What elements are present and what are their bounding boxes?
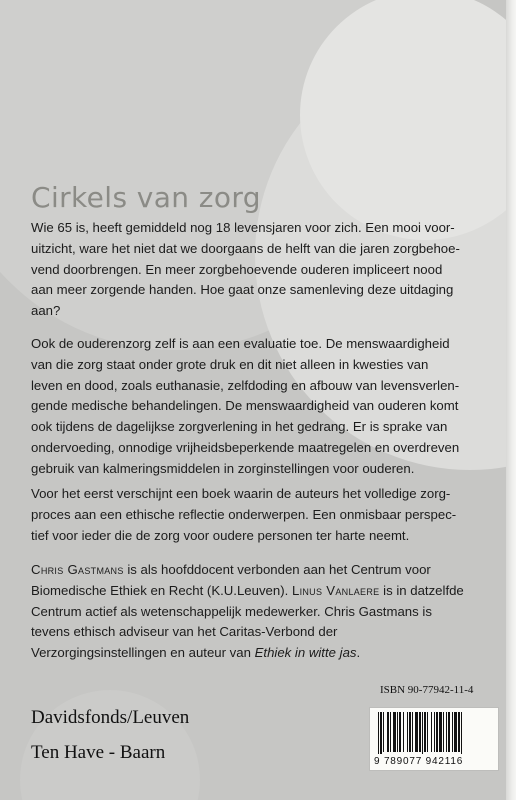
barcode-bar (431, 712, 432, 752)
barcode-bar (448, 712, 450, 752)
text-line: Voor het eerst verschijnt een boek waarin de auteurs het volledige zorg- (31, 486, 451, 501)
text-fragment: . (356, 645, 361, 661)
barcode-bar (409, 712, 411, 752)
barcode-bar (399, 712, 401, 752)
text-fragment: Biomedische Ethiek en Recht (K.U.Leuven). (31, 582, 292, 598)
author-name: Linus Vanlaere (291, 582, 380, 598)
author-name: Chris Gastmans (31, 562, 124, 577)
barcode-bar (387, 712, 389, 752)
text-line: Centrum actief als wetenschappelijk medewerker. Chris Gastmans is (31, 603, 432, 619)
publisher-name: Ten Have - Baarn (31, 742, 166, 763)
publisher-name: Davidsfonds/Leuven (31, 707, 190, 728)
barcode-bar (422, 712, 423, 754)
text-line: gende medische behandelingen. De menswaardigheid van ouderen komt (31, 398, 459, 414)
text-line: proces aan een ethische reflectie onderwerpen. Een onmisbaar perspec- (31, 506, 457, 522)
text-fragment: Verzorgingsinstellingen en auteur van (31, 645, 255, 661)
blurb-paragraph-1 (31, 218, 461, 322)
author-bio (31, 560, 464, 664)
barcode-bar (397, 712, 398, 752)
barcode-bar (383, 712, 384, 752)
text-line: Wie 65 is, heeft gemiddeld nog 18 levensjaren voor zich. Een mooi voor- (31, 220, 455, 235)
text-line: aan? (31, 303, 61, 319)
text-line (31, 560, 461, 581)
barcode-bar (380, 712, 382, 754)
text-line: leven en dood, zoals euthanasie, zelfdoding en afbouw van levensverlen- (31, 377, 460, 393)
barcode-bar (443, 712, 444, 752)
book-title: Cirkels van zorg (31, 181, 261, 214)
barcode-bar (393, 712, 396, 752)
text-line: tevens ethisch adviseur van het Caritas-Verbond der (31, 624, 338, 640)
barcode-bar (378, 712, 379, 754)
barcode-digits: 9 789077 942116 (374, 756, 464, 767)
barcode-bar (439, 712, 442, 752)
text-line: gebruik van kalmeringsmiddelen in zorginstellingen voor ouderen. (31, 460, 415, 476)
text-line: uitzicht, ware het niet dat we doorgaans de helft van die jaren zorgbehoe- (31, 240, 460, 256)
text-fragment: is in datzelfde (379, 582, 464, 598)
text-line: vend doorbrengen. En meer zorgbehoevende ouderen impliceert nood (31, 261, 443, 277)
barcode (369, 707, 499, 771)
barcode-bar (446, 712, 447, 752)
barcode-bar (407, 712, 408, 752)
text-line: ondervoeding, onnodige vrijheidsbeperkende maatregelen en overdreven (31, 439, 460, 455)
text-line: Ook de ouderenzorg zelf is aan een evaluatie toe. De menswaardigheid (31, 336, 450, 351)
barcode-bar (412, 712, 413, 752)
barcode-bar (454, 712, 457, 752)
barcode-bar (424, 712, 426, 752)
text-line (31, 643, 461, 664)
barcode-bars (378, 712, 490, 754)
barcode-bar (415, 712, 418, 752)
barcode-bar (427, 712, 428, 752)
isbn-label: ISBN 90-77942-11-4 (380, 684, 474, 696)
text-line (31, 581, 464, 602)
barcode-bar (458, 712, 460, 752)
barcode-bar (403, 712, 404, 752)
text-line: ook tijdens de dagelijkse zorgverlening in het gedrang. Er is sprake van (31, 419, 448, 435)
text-line: tief voor ieder die de zorg voor oudere personen ter harte neemt. (31, 527, 410, 543)
barcode-bar (419, 712, 421, 752)
book-reference: Ethiek in witte jas (254, 645, 357, 661)
page-edge (506, 0, 516, 800)
barcode-bar (436, 712, 438, 752)
barcode-bar (390, 712, 391, 752)
text-fragment: is als hoofddocent verbonden aan het Centrum voor (123, 562, 431, 577)
barcode-bar (434, 712, 435, 752)
blurb-paragraph-2 (31, 334, 461, 480)
text-line: aan meer zorgende handen. Hoe gaat onze samenleving deze uitdaging (31, 282, 454, 298)
blurb-paragraph-3 (31, 484, 461, 546)
barcode-bar (461, 712, 462, 754)
text-line: van die zorg staat onder grote druk en dit niet alleen in kwesties van (31, 356, 429, 372)
barcode-bar (452, 712, 453, 752)
